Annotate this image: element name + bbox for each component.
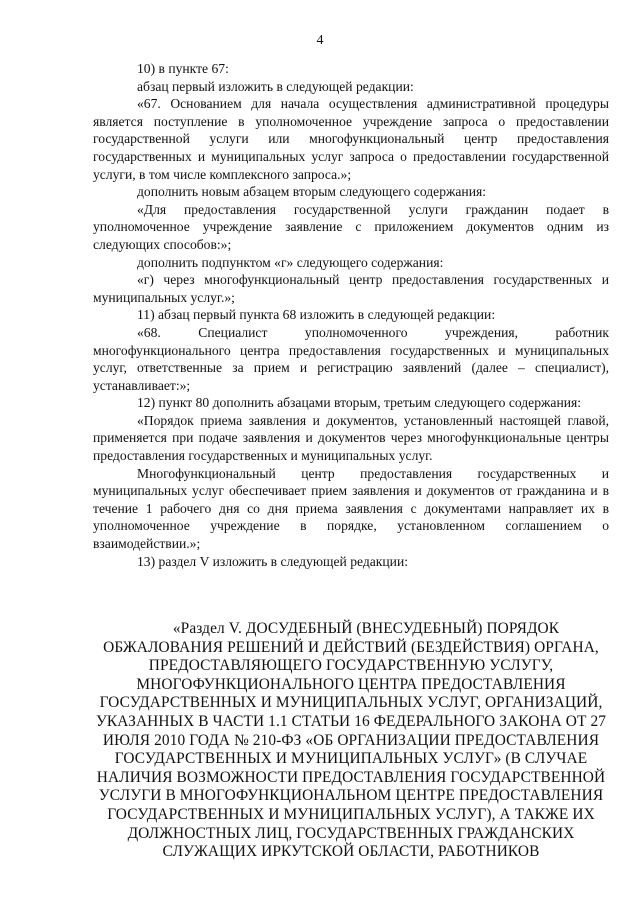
paragraph-quote-68: «68. Специалист уполномоченного учреждения, работник многофункционального центра предоставления государственных и муниципальных услуг, ответственные за прием и регистрацию заявлений (далее – специалист), устанавливает:»; — [93, 324, 609, 393]
page-number: 4 — [316, 33, 324, 48]
paragraph-add-subpoint-g: дополнить подпунктом «г» следующего содержания: — [137, 254, 444, 270]
paragraph-quote-67: «67. Основанием для начала осуществления административной процедуры является поступление в уполномоченное учреждение запроса о предоставлении государственной услуги или многофункциональный центр предоставления государственных и муниципальных услуг запроса о предоставлении государственной услуги, в том числе комплексного запроса.»; — [93, 96, 609, 182]
paragraph-abzac-first: абзац первый изложить в следующей редакции: — [137, 78, 414, 94]
paragraph-quote-submission: «Для предоставления государственной услуги гражданин подает в уполномоченное учреждение заявление с приложением документов одним из следующих способов:»; — [93, 201, 609, 252]
paragraph-item-10: 10) в пункте 67: — [137, 61, 229, 76]
paragraph-add-second: дополнить новым абзацем вторым следующего содержания: — [137, 184, 486, 200]
paragraph-item-12: 12) пункт 80 дополнить абзацами вторым, третьим следующего содержания: — [137, 395, 582, 411]
document-body — [93, 60, 609, 570]
paragraph-mfc: Многофункциональный центр предоставления государственных и муниципальных услуг обеспечивает прием заявления и документов от гражданина и в течение 1 рабочего дня со дня приема заявления с документами направляет их в уполномоченное учреждение в порядке, установленном соглашением о взаимодействии.»; — [93, 465, 609, 552]
paragraph-quote-g: «г) через многофункциональный центр предоставления государственных и муниципальных услуг.»; — [93, 272, 609, 305]
section-title-text: «Раздел V. ДОСУДЕБНЫЙ (ВНЕСУДЕБНЫЙ) ПОРЯДОК ОБЖАЛОВАНИЯ РЕШЕНИЙ И ДЕЙСТВИЙ (БЕЗДЕЙСТВИЯ) ОРГАНА, ПРЕДОСТАВЛЯЮЩЕГО ГОСУДАРСТВЕННУЮ УСЛУГУ, МНОГОФУНКЦИОНАЛЬНОГО ЦЕНТРА ПРЕДОСТАВЛЕНИЯ ГОСУДАРСТВЕННЫХ И МУНИЦИПАЛЬНЫХ УСЛУГ, ОРГАНИЗАЦИЙ, УКАЗАННЫХ В ЧАСТИ 1.1 СТАТЬИ 16 ФЕДЕРАЛЬНОГО ЗАКОНА ОТ 27 ИЮЛЯ 2010 ГОДА № 210-ФЗ «ОБ ОРГАНИЗАЦИИ ПРЕДОСТАВЛЕНИЯ ГОСУДАРСТВЕННЫХ И МУНИЦИПАЛЬНЫХ УСЛУГ» (В СЛУЧАЕ НАЛИЧИЯ ВОЗМОЖНОСТИ ПРЕДОСТАВЛЕНИЯ ГОСУДАРСТВЕННОЙ УСЛУГИ В МНОГОФУНКЦИОНАЛЬНОМ ЦЕНТРЕ ПРЕДОСТАВЛЕНИЯ ГОСУДАРСТВЕННЫХ И МУНИЦИПАЛЬНЫХ УСЛУГ), А ТАКЖЕ ИХ ДОЛЖНОСТНЫХ ЛИЦ, ГОСУДАРСТВЕННЫХ ГРАЖДАНСКИХ СЛУЖАЩИХ ИРКУТСКОЙ ОБЛАСТИ, РАБОТНИКОВ — [95, 620, 607, 861]
paragraph-item-11: 11) абзац первый пункта 68 изложить в следующей редакции: — [137, 307, 496, 323]
section-title — [93, 620, 609, 862]
paragraph-item-13: 13) раздел V изложить в следующей редакции: — [137, 553, 409, 569]
paragraph-quote-order: «Порядок приема заявления и документов, установленный настоящей главой, применяется при подаче заявления и документов через многофункциональные центры предоставления государственных и муниципальных услуг. — [93, 412, 609, 464]
